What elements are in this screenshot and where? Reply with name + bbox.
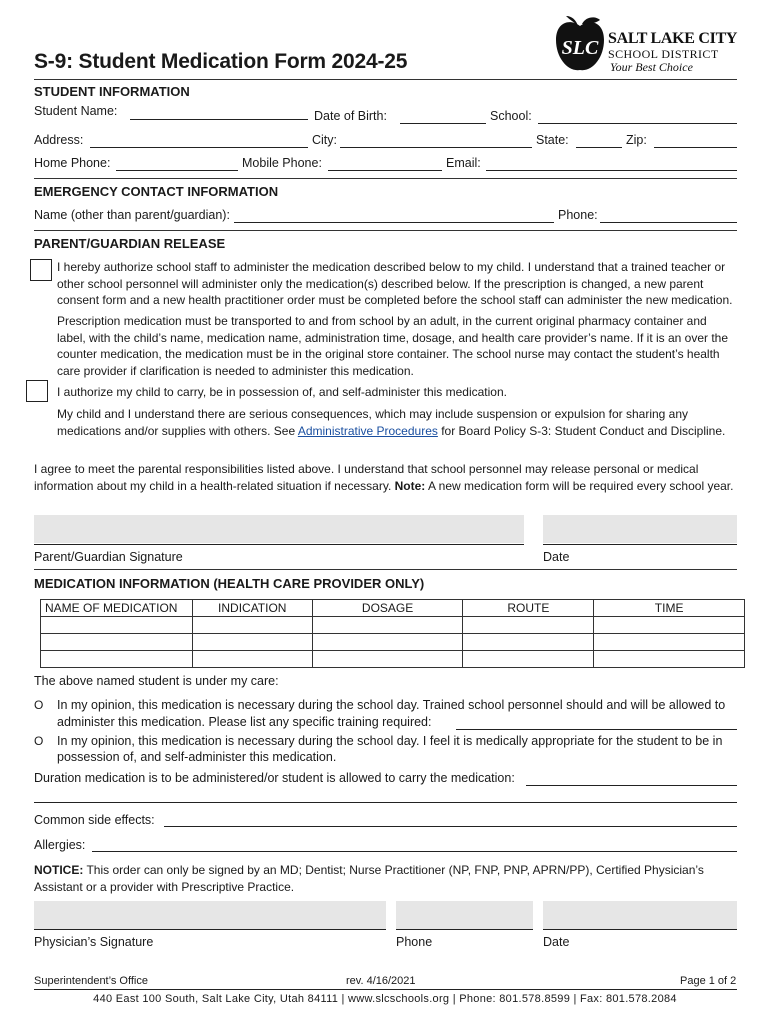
divider [34,178,737,179]
city-field[interactable] [340,147,532,148]
table-cell[interactable] [594,651,745,668]
table-row [41,634,745,651]
medication-heading: MEDICATION INFORMATION (HEALTH CARE PROVIDER ONLY) [34,576,425,591]
divider [34,544,524,545]
physician-signature-field[interactable] [34,901,386,929]
emergency-name-label: Name (other than parent/guardian): [34,208,230,222]
table-header-row [41,600,745,617]
agree-text: I agree to meet the parental responsibilities listed above. I understand that school personnel may release personal or medical information about my child in a health-related situation if necessary. Note: A new medication form will be required every school year. [34,462,734,493]
state-label: State: [536,133,569,147]
opinion1-radio[interactable]: O [34,698,44,712]
opinion2-text-line2: possession of, and self-administer this medication. [57,750,337,764]
email-field[interactable] [486,170,737,171]
divider [34,989,737,990]
divider [543,544,737,545]
physician-phone-field[interactable] [396,901,533,929]
physician-phone-label: Phone [396,935,433,949]
table-cell[interactable] [312,651,463,668]
table-cell[interactable] [192,617,312,634]
mobile-phone-label: Mobile Phone: [242,156,322,170]
email-label: Email: [446,156,481,170]
release-heading: PARENT/GUARDIAN RELEASE [34,236,226,251]
allergies-label: Allergies: [34,838,86,852]
dob-field[interactable] [400,123,486,124]
column-header: TIME [594,600,745,617]
footer-page-number: Page 1 of 2 [680,975,737,987]
parent-date-label: Date [543,550,570,564]
table-cell[interactable] [192,634,312,651]
home-phone-label: Home Phone: [34,156,111,170]
emergency-name-field[interactable] [234,222,554,223]
parent-signature-field[interactable] [34,515,524,543]
opinion1-text-line1: In my opinion, this medication is necessary during the school day. Trained school personnel should and will be allowed to [57,698,726,712]
address-label: Address: [34,133,84,147]
school-field[interactable] [538,123,737,124]
divider [34,79,737,80]
table-cell[interactable] [594,634,745,651]
page-title: S-9: Student Medication Form 2024-25 [34,50,408,73]
logo-name: SALT LAKE CITY [608,30,738,47]
svg-text:SLC: SLC [561,37,599,59]
zip-field[interactable] [654,147,737,148]
table-cell[interactable] [312,617,463,634]
zip-label: Zip: [626,133,647,147]
table-cell[interactable] [463,634,594,651]
duration-field[interactable] [526,785,737,786]
footer-office: Superintendent’s Office [34,975,148,987]
mobile-phone-field[interactable] [328,170,442,171]
table-cell[interactable] [41,617,193,634]
table-row [41,617,745,634]
divider [543,929,737,930]
table-cell[interactable] [41,651,193,668]
parent-date-field[interactable] [543,515,737,543]
duration-field-line2[interactable] [34,802,737,803]
home-phone-field[interactable] [116,170,238,171]
table-cell[interactable] [463,617,594,634]
city-label: City: [312,133,337,147]
table-cell[interactable] [192,651,312,668]
physician-date-field[interactable] [543,901,737,929]
column-header: DOSAGE [312,600,463,617]
opinion1-text-line2: administer this medication. Please list any specific training required: [57,715,432,729]
divider [396,929,533,930]
allergies-field[interactable] [92,851,737,852]
district-logo [552,14,742,76]
column-header: NAME OF MEDICATION [41,600,193,617]
under-care-text: The above named student is under my care: [34,674,279,688]
emergency-phone-label: Phone: [558,208,598,222]
administrative-procedures-link[interactable]: Administrative Procedures [297,423,438,438]
side-effects-field[interactable] [164,826,737,827]
logo-district: SCHOOL DISTRICT [608,47,719,61]
table-cell[interactable] [463,651,594,668]
student-name-field[interactable] [130,119,308,120]
student-name-label: Student Name: [34,104,118,118]
self-administer-text: I authorize my child to carry, be in possession of, and self-administer this medication. [57,385,507,399]
authorize-staff-text: I hereby authorize school staff to administer the medication described below to my child. I understand that a trained teacher or other school personnel will administer only the medication(s) described below. If the prescription is changed, a new parent consent form and a new health practitioner order must be completed before the school staff can administer the new medication. [57,260,733,307]
divider [34,929,386,930]
transport-text: Prescription medication must be transported to and from school by an adult, in the current original pharmacy container and label, with the child’s name, medication name, administration time, dosage, and health care provider’s name. If it is an over the counter medication, the medication must be in the original store container. The school nurse may contact the student’s health care provider if clarification is needed to administer this medication. [57,314,729,378]
duration-label: Duration medication is to be administered/or student is allowed to carry the medication: [34,771,515,785]
table-row [41,651,745,668]
apple-logo-icon [552,14,608,76]
student-info-heading: STUDENT INFORMATION [34,84,190,99]
school-label: School: [490,109,532,123]
dob-label: Date of Birth: [314,109,387,123]
parent-signature-label: Parent/Guardian Signature [34,550,183,564]
logo-tagline: Your Best Choice [610,60,693,74]
column-header: ROUTE [463,600,594,617]
physician-date-label: Date [543,935,570,949]
divider [34,569,737,570]
table-cell[interactable] [594,617,745,634]
opinion2-radio[interactable]: O [34,734,44,748]
table-cell[interactable] [312,634,463,651]
medication-table [40,599,745,668]
notice-text: NOTICE: This order can only be signed by an MD; Dentist; Nurse Practitioner (NP, FNP, PNP, APRN/PP), Certified Physician’s Assistant or a provider with Prescriptive Practice. [34,863,704,894]
opinion2-text-line1: In my opinion, this medication is necessary during the school day. I feel it is medically appropriate for the student to be in [57,734,723,748]
physician-signature-label: Physician’s Signature [34,935,154,949]
self-administer-checkbox[interactable] [26,380,48,402]
emergency-heading: EMERGENCY CONTACT INFORMATION [34,184,279,199]
address-field[interactable] [90,147,308,148]
footer-address: 440 East 100 South, Salt Lake City, Utah 84111 | www.slcschools.org | Phone: 801.578.8599 | Fax: 801.578.2084 [93,993,677,1005]
column-header: INDICATION [192,600,312,617]
consequences-text: My child and I understand there are serious consequences, which may include suspension or expulsion for sharing any medications and/or supplies with others. See Administrative Procedures for Board Policy S-3: Student Conduct and Discipline. [57,407,726,438]
emergency-phone-field[interactable] [600,222,737,223]
state-field[interactable] [576,147,622,148]
table-cell[interactable] [41,634,193,651]
training-required-field[interactable] [456,729,737,730]
authorize-staff-checkbox[interactable] [30,259,52,281]
footer-revision: rev. 4/16/2021 [346,975,416,987]
divider [34,230,737,231]
side-effects-label: Common side effects: [34,813,155,827]
